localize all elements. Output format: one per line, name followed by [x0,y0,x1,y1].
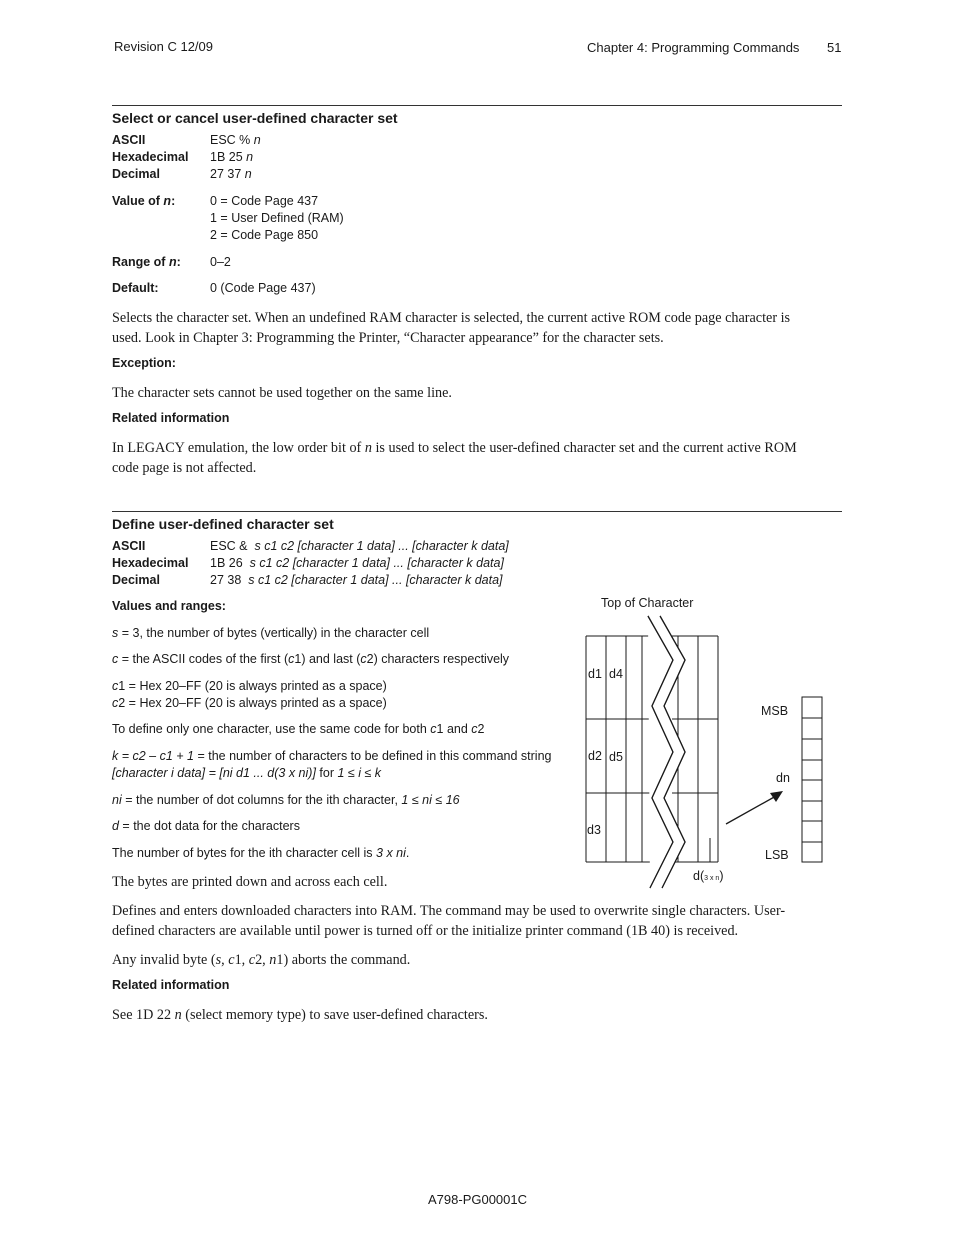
param-ni: ni = the number of dot columns for the ith character, 1 ≤ ni ≤ 16 [112,793,460,807]
document-id: A798-PG00001C [428,1192,528,1207]
break-line-left [648,616,673,888]
hex-value: 1B 25 n [210,150,254,164]
decimal-value: 27 38 s c1 c2 [character 1 data] ... [character k data] [210,573,503,587]
section-title: Select or cancel user-defined character set [112,110,398,126]
ascii-value: ESC % n [210,133,261,147]
last-byte-label: d(3 x n) [693,869,724,883]
revision-label: Revision C 12/09 [114,39,213,54]
param-d: d = the dot data for the characters [112,819,300,833]
exception-text: The character sets cannot be used together on the same line. [112,385,452,401]
related-info-label: Related information [112,411,230,425]
value-option: 1 = User Defined (RAM) [210,211,344,225]
defines-paragraph: Defines and enters downloaded characters into RAM. The command may be used to overwrite single characters. User- defined characters are available until power is turned off or the initialize printer command (1B 40) is received. [112,903,786,939]
related-info-text: See 1D 22 n (select memory type) to save user-defined characters. [112,1007,488,1023]
exception-label: Exception: [112,356,176,370]
byte-column [802,697,822,862]
msb-label: MSB [761,704,789,718]
range-label: Range of n: [112,255,181,269]
top-of-character-label: Top of Character [601,596,694,610]
arrow-icon [726,791,783,824]
section-divider [112,105,842,106]
related-info-text: In LEGACY emulation, the low order bit of n is used to select the user-defined character set and the current active ROM code page is not affected. [112,440,797,476]
decimal-value: 27 37 n [210,167,252,181]
value-option: 0 = Code Page 437 [210,194,319,208]
ascii-label: ASCII [112,133,146,147]
default-value: 0 (Code Page 437) [210,281,316,295]
d2-label: d2 [588,749,602,763]
chapter-title: Chapter 4: Programming Commands [587,40,800,55]
value-option: 2 = Code Page 850 [210,228,319,242]
default-label: Default: [112,281,159,295]
decimal-label: Decimal [112,167,160,181]
hex-label: Hexadecimal [112,556,189,570]
ascii-label: ASCII [112,539,146,553]
decimal-label: Decimal [112,573,160,587]
one-character-note: To define only one character, use the same code for both c1 and c2 [112,722,485,736]
invalid-byte-note: Any invalid byte (s, c1, c2, n1) aborts the command. [112,952,411,968]
param-s: s = 3, the number of bytes (vertically) in the character cell [112,626,430,640]
section-title: Define user-defined character set [112,516,334,532]
related-info-label: Related information [112,978,230,992]
d3-label: d3 [587,823,601,837]
character-cell-diagram [580,590,830,895]
character-data-format: [character i data] = [ni d1 ... d(3 x ni)] for 1 ≤ i ≤ k [112,766,382,780]
dn-label: dn [776,771,790,785]
hex-label: Hexadecimal [112,150,189,164]
range-value: 0–2 [210,255,231,269]
hex-value: 1B 26 s c1 c2 [character 1 data] ... [character k data] [210,556,504,570]
d4-label: d4 [609,667,623,681]
bytes-per-cell: The number of bytes for the ith character cell is 3 x ni. [112,846,410,860]
ascii-value: ESC & s c1 c2 [character 1 data] ... [character k data] [210,539,509,553]
description-paragraph: Selects the character set. When an undefined RAM character is selected, the current active ROM code page character is used. Look in Chapter 3: Programming the Printer, “Character appearance” for the character sets. [112,310,791,346]
d1-label: d1 [588,667,602,681]
d5-label: d5 [609,750,623,764]
param-c1: c1 = Hex 20–FF (20 is always printed as a space) [112,679,387,693]
param-c: c = the ASCII codes of the first (c1) and last (c2) characters respectively [112,652,510,666]
bytes-printed-note: The bytes are printed down and across each cell. [112,874,388,890]
value-of-label: Value of n: [112,194,176,208]
page-number: 51 [827,40,842,55]
section-divider [112,511,842,512]
param-c2: c2 = Hex 20–FF (20 is always printed as a space) [112,696,387,710]
param-k: k = c2 – c1 + 1 = the number of characters to be defined in this command string [112,749,552,763]
lsb-label: LSB [765,848,789,862]
values-ranges-label: Values and ranges: [112,599,226,613]
